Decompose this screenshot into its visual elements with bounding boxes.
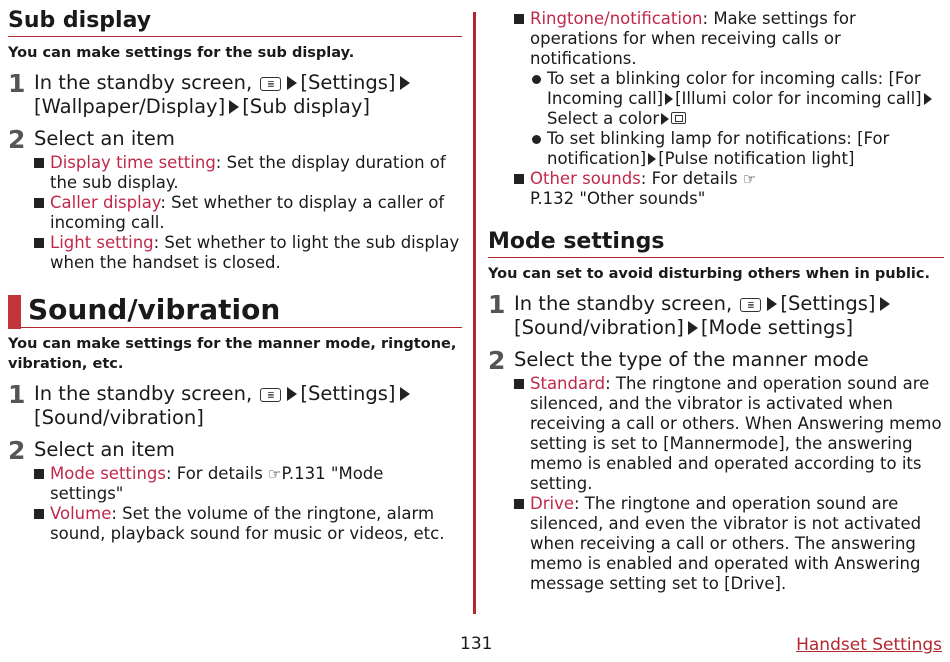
list-item (34, 464, 462, 504)
item-desc: : The ringtone and operation sound are silenced, and the vibrator is activated when receiving a call or others. When Answering memo setting is set to [Mannermode], the answering memo is enabled and operated according to its setting. (530, 374, 942, 493)
title-bar-decoration (8, 295, 21, 329)
step-2 (8, 125, 462, 154)
page-number: 131 (460, 634, 493, 654)
item-link[interactable]: Light setting (50, 233, 154, 252)
section-intro: You can set to avoid disturbing others when in public. (488, 266, 930, 282)
item-link[interactable]: Caller display (50, 193, 161, 212)
sound-vibration-section (8, 293, 462, 544)
item-link[interactable]: Mode settings (50, 464, 166, 483)
list-item (514, 169, 944, 209)
step-number: 2 (8, 125, 26, 154)
step-text: In the standby screen, (514, 292, 733, 315)
chapter-title-text: Sound/vibration (28, 293, 281, 326)
item-list (8, 153, 462, 273)
section-intro: You can make settings for the sub display. (8, 45, 355, 61)
square-bullet-icon (34, 198, 44, 208)
item-link[interactable]: Drive (530, 494, 574, 513)
menu-key-icon (260, 388, 281, 402)
sub-display-section (8, 8, 462, 273)
arrow-right-icon (400, 76, 410, 90)
step-text: Select the type of the manner mode (514, 348, 869, 371)
step-text: In the standby screen, (34, 382, 253, 405)
item-desc: : Set whether to light the sub display when the handset is closed. (50, 233, 460, 272)
item-list (488, 374, 944, 594)
menu-key-icon (260, 77, 281, 91)
arrow-right-icon (924, 93, 932, 105)
arrow-right-icon (665, 93, 673, 105)
step-number: 2 (8, 436, 26, 465)
section-title-mode-settings: Mode settings (488, 229, 944, 258)
step-text: In the standby screen, (34, 71, 253, 94)
square-bullet-icon (34, 509, 44, 519)
square-bullet-icon (34, 158, 44, 168)
column-divider (473, 12, 476, 614)
step-text: [Wallpaper/Display] (34, 95, 226, 118)
arrow-right-icon (229, 100, 239, 114)
left-column (8, 0, 462, 544)
list-item (514, 374, 944, 494)
sub-list-item (530, 129, 944, 169)
list-item (514, 494, 944, 594)
list-item (34, 153, 462, 193)
item-link[interactable]: Standard (530, 374, 606, 393)
step-text: [Sound/vibration] (514, 316, 684, 339)
enter-key-icon (671, 112, 686, 124)
item-desc: : Set whether to display a caller of incoming call. (50, 193, 445, 232)
item-desc: : Set the volume of the ringtone, alarm sound, playback sound for music or videos, etc. (50, 504, 445, 543)
item-ref[interactable]: P.131 "Mode settings" (50, 464, 384, 503)
sub-list-item (530, 69, 944, 129)
step-text: [Settings] (300, 382, 396, 405)
step-text: [Settings] (300, 71, 396, 94)
step-1 (8, 71, 462, 119)
item-link[interactable]: Display time setting (50, 153, 216, 172)
square-bullet-icon (34, 238, 44, 248)
step-number: 1 (8, 69, 26, 98)
round-bullet-icon (532, 135, 541, 144)
arrow-right-icon (688, 321, 698, 335)
list-item (34, 193, 462, 233)
menu-key-icon (740, 298, 761, 312)
square-bullet-icon (514, 174, 524, 184)
item-link[interactable]: Other sounds (530, 169, 641, 188)
section-intro: You can make settings for the manner mode, ringtone, vibration, etc. (8, 336, 457, 372)
item-desc: : Set the display duration of the sub display. (50, 153, 446, 192)
item-desc: : For details (640, 169, 743, 188)
reference-icon: ☞ (268, 465, 282, 483)
step-number: 2 (488, 346, 506, 375)
sub-text: To set blinking lamp for notifications: [For notification] (547, 129, 890, 168)
square-bullet-icon (514, 14, 524, 24)
right-column (488, 0, 944, 594)
step-1 (488, 292, 944, 340)
arrow-right-icon (287, 387, 297, 401)
step-text: [Mode settings] (700, 316, 854, 339)
mode-settings-section (488, 229, 944, 594)
step-1 (8, 382, 462, 430)
square-bullet-icon (514, 379, 524, 389)
sub-list (530, 69, 944, 169)
item-desc: : Make settings for operations for when receiving calls or notifications. (530, 9, 856, 68)
round-bullet-icon (532, 75, 541, 84)
arrow-right-icon (767, 297, 777, 311)
item-link[interactable]: Volume (50, 504, 112, 523)
step-text: [Sub display] (242, 95, 370, 118)
item-ref[interactable]: P.132 "Other sounds" (530, 189, 706, 208)
arrow-right-icon (287, 76, 297, 90)
item-list (8, 464, 462, 544)
step-2 (488, 346, 944, 375)
step-text: [Sound/vibration] (34, 406, 204, 429)
step-text: Select an item (34, 127, 175, 150)
list-item (34, 504, 462, 544)
step-2 (8, 436, 462, 465)
reference-icon: ☞ (742, 170, 757, 188)
step-number: 1 (488, 290, 506, 319)
item-desc: : The ringtone and operation sound are silenced, and even the vibrator is not activated when receiving a call or others. The answering memo is enabled and operated with Answering message setting set to [Drive]. (530, 494, 922, 593)
arrow-right-icon (400, 387, 410, 401)
list-item (34, 233, 462, 273)
arrow-right-icon (648, 153, 656, 165)
sub-text: To set a blinking color for incoming calls: [For Incoming call] (547, 69, 921, 108)
sub-text: [Illumi color for incoming call] (675, 89, 922, 108)
chapter-link[interactable]: Handset Settings (796, 635, 942, 655)
step-number: 1 (8, 380, 26, 409)
square-bullet-icon (514, 499, 524, 509)
list-item (514, 9, 944, 169)
chapter-title (8, 293, 462, 328)
item-link[interactable]: Ringtone/notification (530, 9, 703, 28)
step-text: [Settings] (780, 292, 876, 315)
arrow-right-icon (880, 297, 890, 311)
item-desc: : For details (166, 464, 269, 483)
step-text: Select an item (34, 438, 175, 461)
sub-text: [Pulse notification light] (658, 149, 855, 168)
square-bullet-icon (34, 469, 44, 479)
sub-text: Select a color (547, 109, 660, 128)
continued-item-list (488, 9, 944, 209)
arrow-right-icon (661, 113, 669, 125)
section-title-sub-display: Sub display (8, 8, 462, 37)
